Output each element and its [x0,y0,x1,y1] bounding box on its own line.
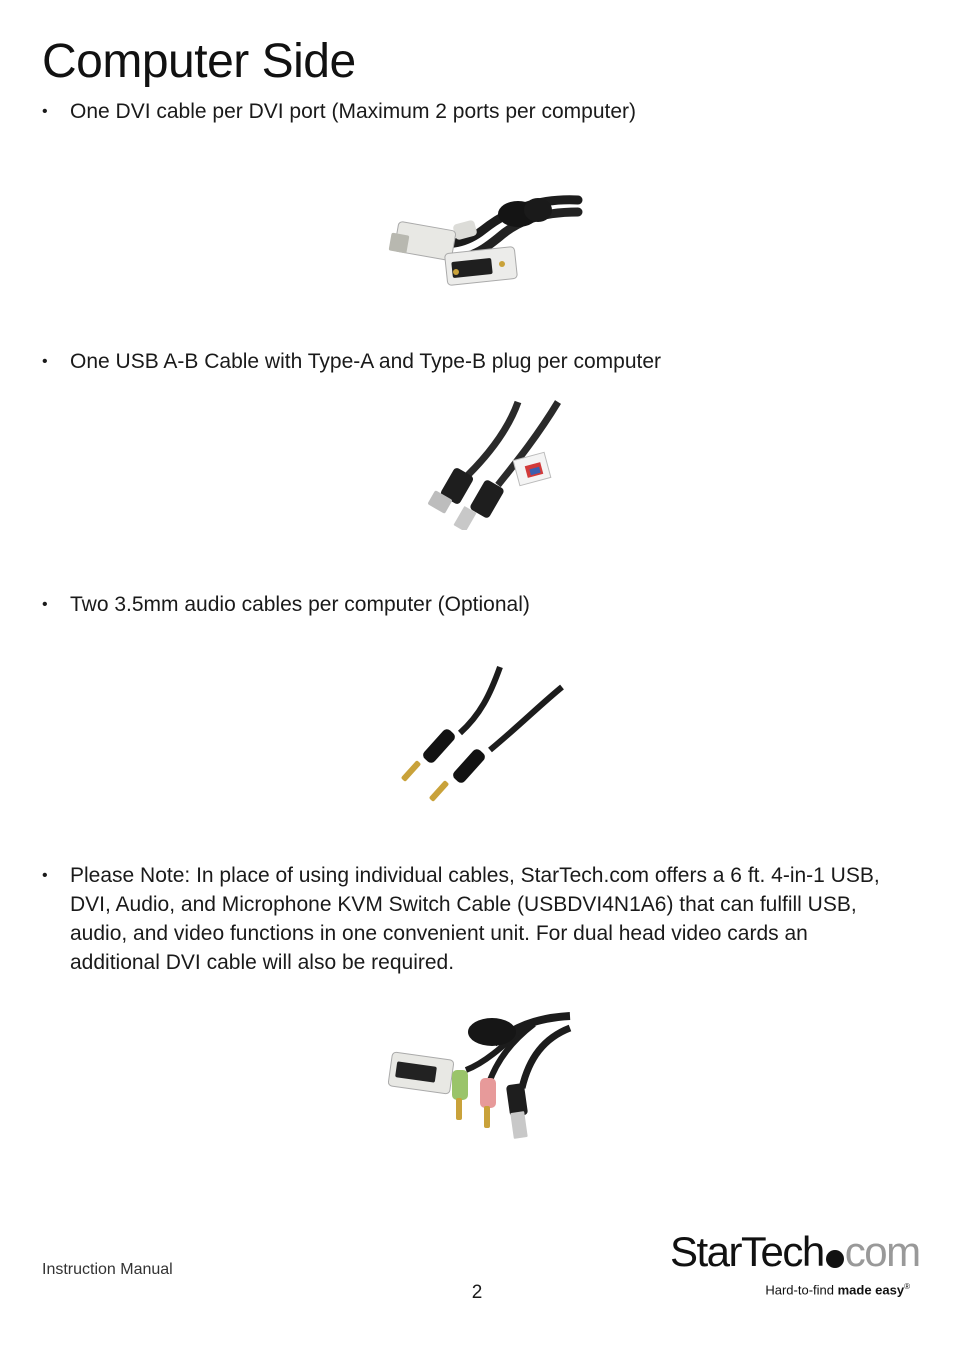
dvi-cable-image [388,190,583,295]
page-number: 2 [471,1282,483,1303]
bullet-audio-cables [42,590,902,619]
logo-wordmark [670,1228,920,1276]
usb-cable-image [408,400,568,530]
audio-cables-image [390,665,570,810]
registered-mark: ® [904,1282,910,1291]
startech-logo [670,1228,920,1306]
footer-label: Instruction Manual [42,1261,173,1278]
bullet-marker: • [42,103,48,120]
kvm-cable-image [384,1008,574,1143]
bullet-text: Two 3.5mm audio cables per computer (Optional) [70,593,530,616]
page-title: Computer Side [42,35,356,88]
tagline-regular: Hard-to-find [765,1282,838,1298]
bullet-marker: • [42,596,48,613]
bullet-text: Please Note: In place of using individual cables, StarTech.com offers a 6 ft. 4-in-1 USB, DVI, Audio, and Microphone KVM Switch Cable (USBDVI4N1A6) that can fulfill USB, audio, and video functions in one convenient unit. For dual head video cards an additional DVI cable will also be required. [70,864,880,974]
logo-tagline [765,1282,910,1297]
bullet-text: One DVI cable per DVI port (Maximum 2 ports per computer) [70,100,637,123]
bullet-usb-cable [42,347,902,376]
bullet-kvm-note [42,861,902,977]
bullet-marker: • [42,867,48,884]
bullet-marker: • [42,353,48,370]
bullet-text: One USB A-B Cable with Type-A and Type-B plug per computer [70,350,662,373]
logo-dot-icon [826,1250,844,1268]
tagline-bold: made easy [837,1282,905,1298]
logo-suffix: com [844,1228,920,1275]
logo-main-text: StarTech [670,1228,824,1275]
bullet-dvi-cable [42,97,902,126]
